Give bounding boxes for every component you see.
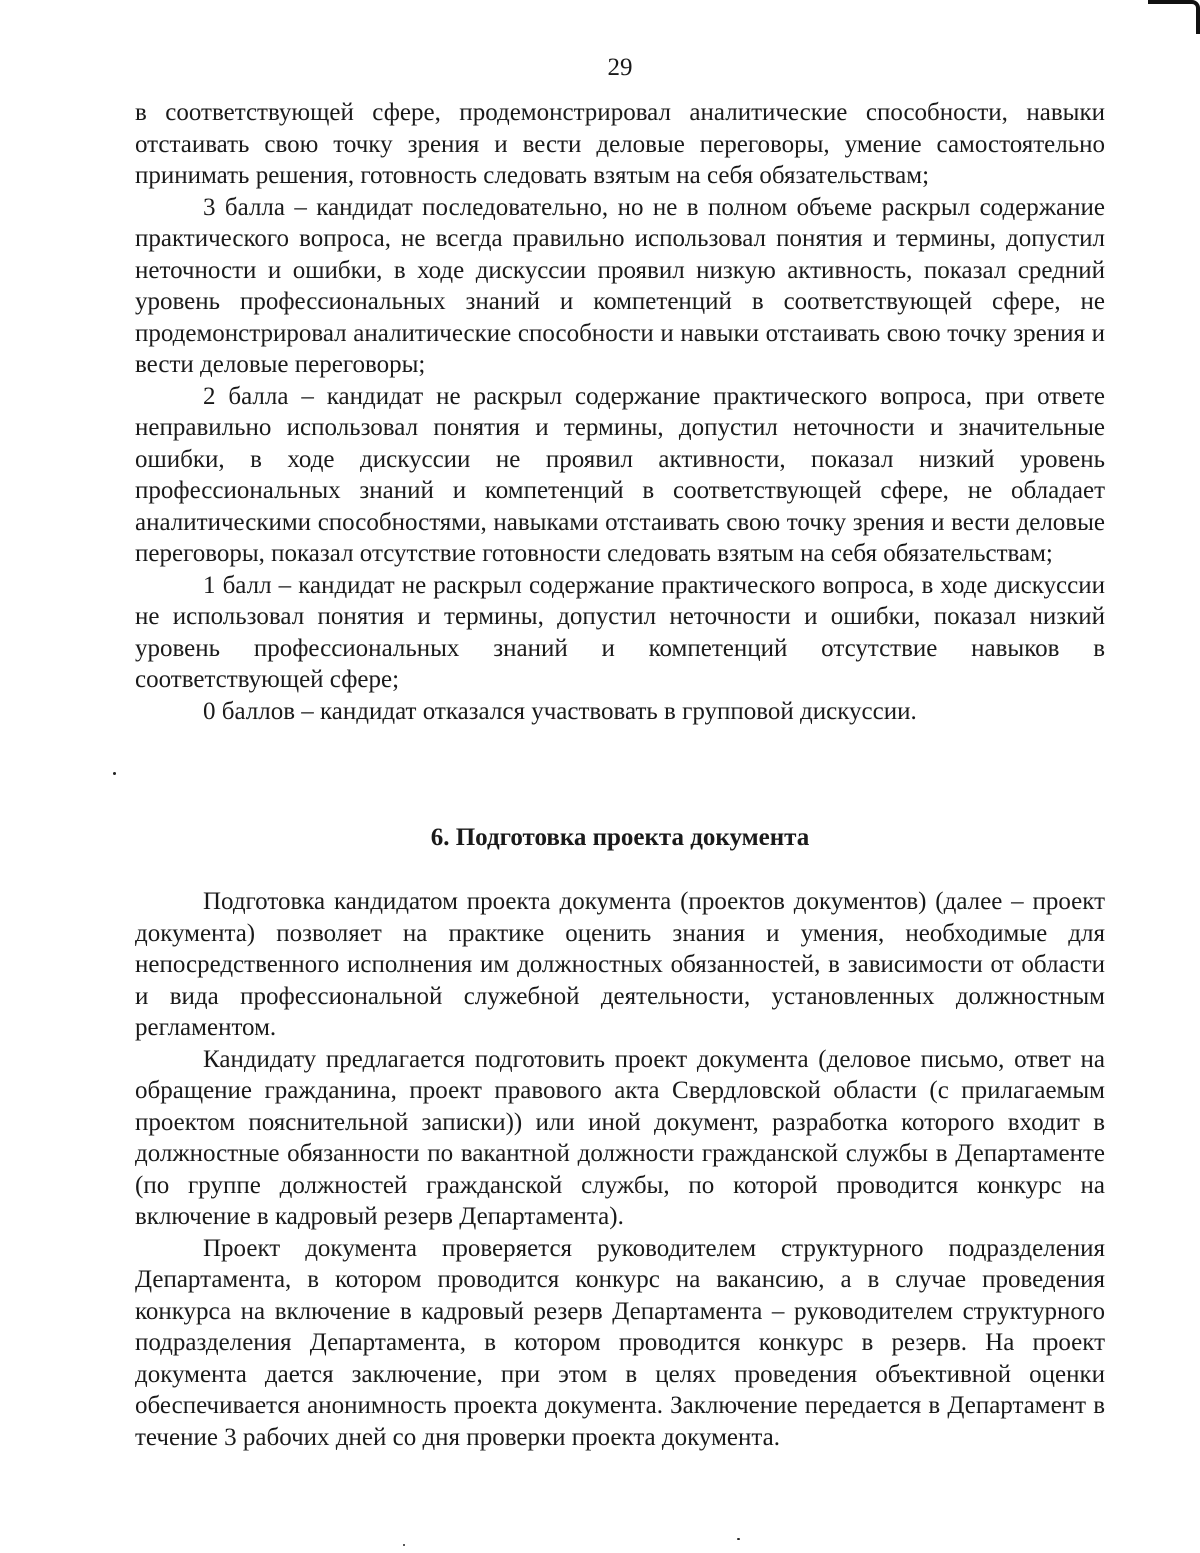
scan-speck xyxy=(113,772,116,775)
page-number: 29 xyxy=(607,54,633,81)
scan-corner-mark xyxy=(1148,0,1200,24)
criteria-1-point-paragraph: 1 балл – кандидат не раскрыл содержание практического вопроса, в ходе дискуссии не использовал понятия и термины, допустил неточности и ошибки, показал низкий уровень профессиональных знаний и компетенций отсутствие навыков в соответствующей сфере; xyxy=(135,571,1105,693)
scoring-criteria-block xyxy=(135,97,1105,727)
criteria-2-points-paragraph: 2 балла – кандидат не раскрыл содержание практического вопроса, при ответе неправильно использовал понятия и термины, допустил неточности и значительные ошибки, в ходе дискуссии не проявил активности, показал низкий уровень профессиональных знаний и компетенций в соответствующей сфере, не обладает аналитическими способностями, навыками отстаивать свою точку зрения и вести деловые переговоры, показал отсутствие готовности следовать взятым на себя обязательствам; xyxy=(135,382,1105,567)
scan-speck xyxy=(403,1544,405,1546)
document-preparation-block xyxy=(135,886,1105,1453)
preparation-review-paragraph: Проект документа проверяется руководителем структурного подразделения Департамента, в котором проводится конкурс на вакансию, а в случае проведения конкурса на включение в кадровый резерв Департамента – руководителем структурного подразделения Департамента, в котором проводится конкурс в резерв. На проект документа дается заключение, при этом в целях проведения объективной оценки обеспечивается анонимность проекта документа. Заключение передается в Департамент в течение 3 рабочих дней со дня проверки проекта документа. xyxy=(135,1234,1105,1451)
criteria-0-points-paragraph: 0 баллов – кандидат отказался участвовать в групповой дискуссии. xyxy=(203,697,917,725)
preparation-intro-paragraph: Подготовка кандидатом проекта документа (проектов документов) (далее – проект документа) позволяет на практике оценить знания и умения, необходимые для непосредственного исполнения им должностных обязанностей, в зависимости от области и вида профессиональной служебной деятельности, установленных должностным регламентом. xyxy=(135,888,1105,1041)
preparation-task-paragraph: Кандидату предлагается подготовить проект документа (деловое письмо, ответ на обращение гражданина, проект правового акта Свердловской области (с прилагаемым проектом пояснительной записки)) или иной документ, разработка которого входит в должностные обязанности по вакантной должности гражданской службы в Департаменте (по группе должностей гражданской службы, по которой проводится конкурс на включение в кадровый резерв Департамента). xyxy=(135,1045,1105,1230)
scan-speck xyxy=(737,1538,740,1540)
criteria-3-points-paragraph: 3 балла – кандидат последовательно, но не в полном объеме раскрыл содержание практического вопроса, не всегда правильно использовал понятия и термины, допустил неточности и ошибки, в ходе дискуссии проявил низкую активность, показал средний уровень профессиональных знаний и компетенций в соответствующей сфере, не продемонстрировал аналитические способности и навыки отстаивать свою точку зрения и вести деловые переговоры; xyxy=(135,193,1105,378)
section-heading: 6. Подготовка проекта документа xyxy=(430,824,810,851)
criteria-continuation-paragraph: в соответствующей сфере, продемонстрировал аналитические способности, навыки отстаивать свою точку зрения и вести деловые переговоры, умение самостоятельно принимать решения, готовность следовать взятым на себя обязательствам; xyxy=(135,99,1105,189)
